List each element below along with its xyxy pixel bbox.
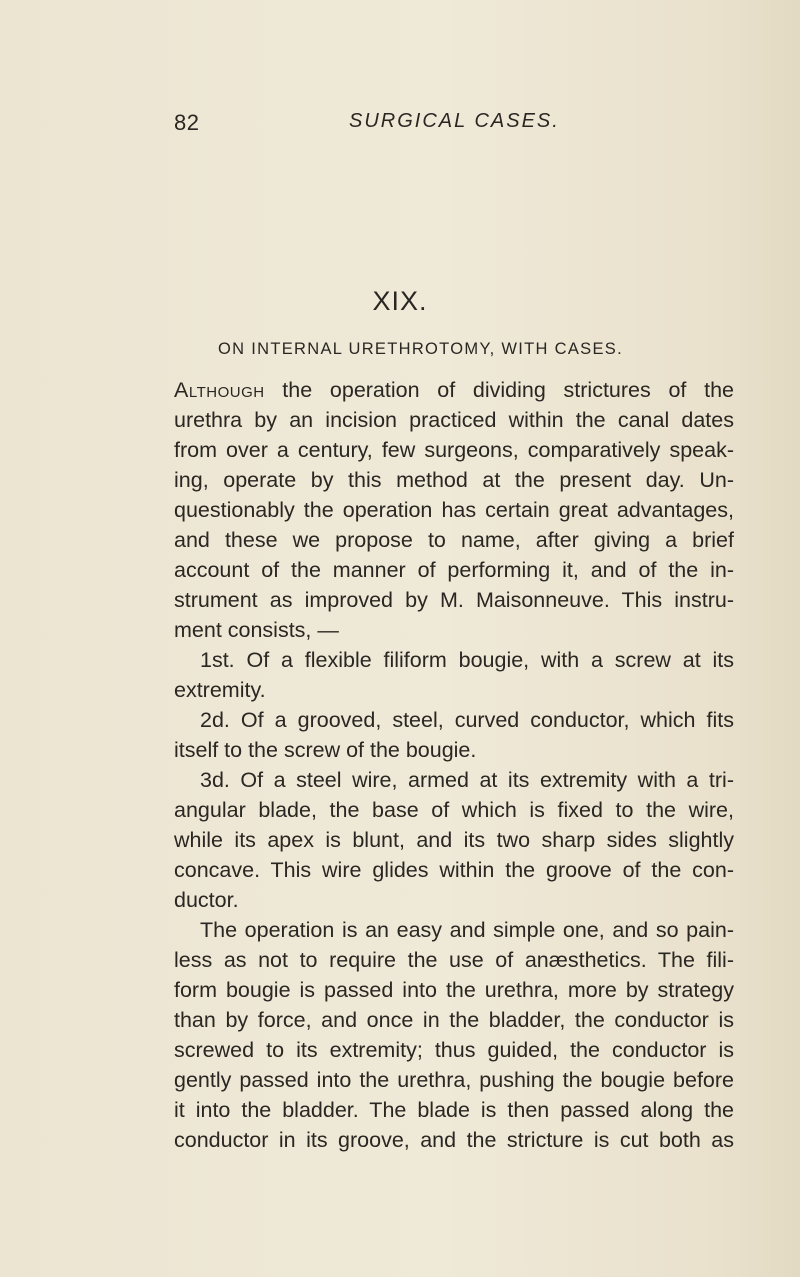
line-text: while its apex is blunt, and its two sharp sides slightly (174, 828, 734, 852)
text-line (174, 375, 734, 405)
text-line (174, 1095, 734, 1125)
text-line (174, 495, 734, 525)
text-line (174, 675, 734, 705)
text-line (174, 735, 734, 765)
line-text: extremity. (174, 678, 266, 702)
line-text: it into the bladder. The blade is then passed along the (174, 1098, 734, 1122)
line-text: concave. This wire glides within the groove of the con- (174, 858, 734, 882)
text-line (174, 645, 734, 675)
text-line (174, 1065, 734, 1095)
text-line (174, 1125, 734, 1155)
chapter-number: XIX. (372, 286, 428, 316)
line-text: ductor. (174, 888, 239, 912)
line-text: screwed to its extremity; thus guided, the conductor is (174, 1038, 734, 1062)
line-text: from over a century, few surgeons, comparatively speak- (174, 438, 734, 462)
text-line (174, 1005, 734, 1035)
line-text: ment consists, — (174, 618, 339, 642)
line-text: less as not to require the use of anæsthetics. The fili- (174, 948, 734, 972)
line-text: than by force, and once in the bladder, the conductor is (174, 1008, 734, 1032)
line-text: The operation is an easy and simple one, and so pain- (200, 918, 734, 942)
line-text: gently passed into the urethra, pushing the bougie before (174, 1068, 734, 1092)
text-line (174, 525, 734, 555)
line-text: form bougie is passed into the urethra, more by strategy (174, 978, 734, 1002)
line-text: conductor in its groove, and the stricture is cut both as (174, 1128, 734, 1152)
text-line (174, 975, 734, 1005)
text-line (174, 915, 734, 945)
line-text: itself to the screw of the bougie. (174, 738, 477, 762)
page-header (174, 110, 734, 140)
text-line (174, 855, 734, 885)
chapter-title: ON INTERNAL URETHROTOMY, WITH CASES. (218, 340, 623, 358)
text-line (174, 555, 734, 585)
line-text: 2d. Of a grooved, steel, curved conductor, which fits (200, 708, 734, 732)
line-text: 1st. Of a flexible filiform bougie, with a screw at its (200, 648, 734, 672)
text-line (174, 705, 734, 735)
body-text (174, 375, 734, 1155)
text-line (174, 615, 734, 645)
line-text: strument as improved by M. Maisonneuve. This instru- (174, 588, 734, 612)
text-line (174, 435, 734, 465)
page-number: 82 (174, 110, 200, 135)
line-text: the operation of dividing strictures of the (282, 378, 734, 402)
text-line (174, 585, 734, 615)
text-line (174, 465, 734, 495)
lead-word: Although (174, 378, 265, 402)
text-line (174, 885, 734, 915)
line-text: ing, operate by this method at the present day. Un- (174, 468, 734, 492)
text-line (174, 405, 734, 435)
running-head: SURGICAL CASES. (349, 110, 560, 132)
text-line (174, 765, 734, 795)
line-text: angular blade, the base of which is fixed to the wire, (174, 798, 734, 822)
text-line (174, 1035, 734, 1065)
line-text: urethra by an incision practiced within the canal dates (174, 408, 734, 432)
text-line (174, 825, 734, 855)
line-text: account of the manner of performing it, and of the in- (174, 558, 734, 582)
text-line (174, 795, 734, 825)
line-text: 3d. Of a steel wire, armed at its extremity with a tri- (200, 768, 734, 792)
line-text: and these we propose to name, after giving a brief (174, 528, 734, 552)
line-text: questionably the operation has certain great advantages, (174, 498, 734, 522)
text-line (174, 945, 734, 975)
